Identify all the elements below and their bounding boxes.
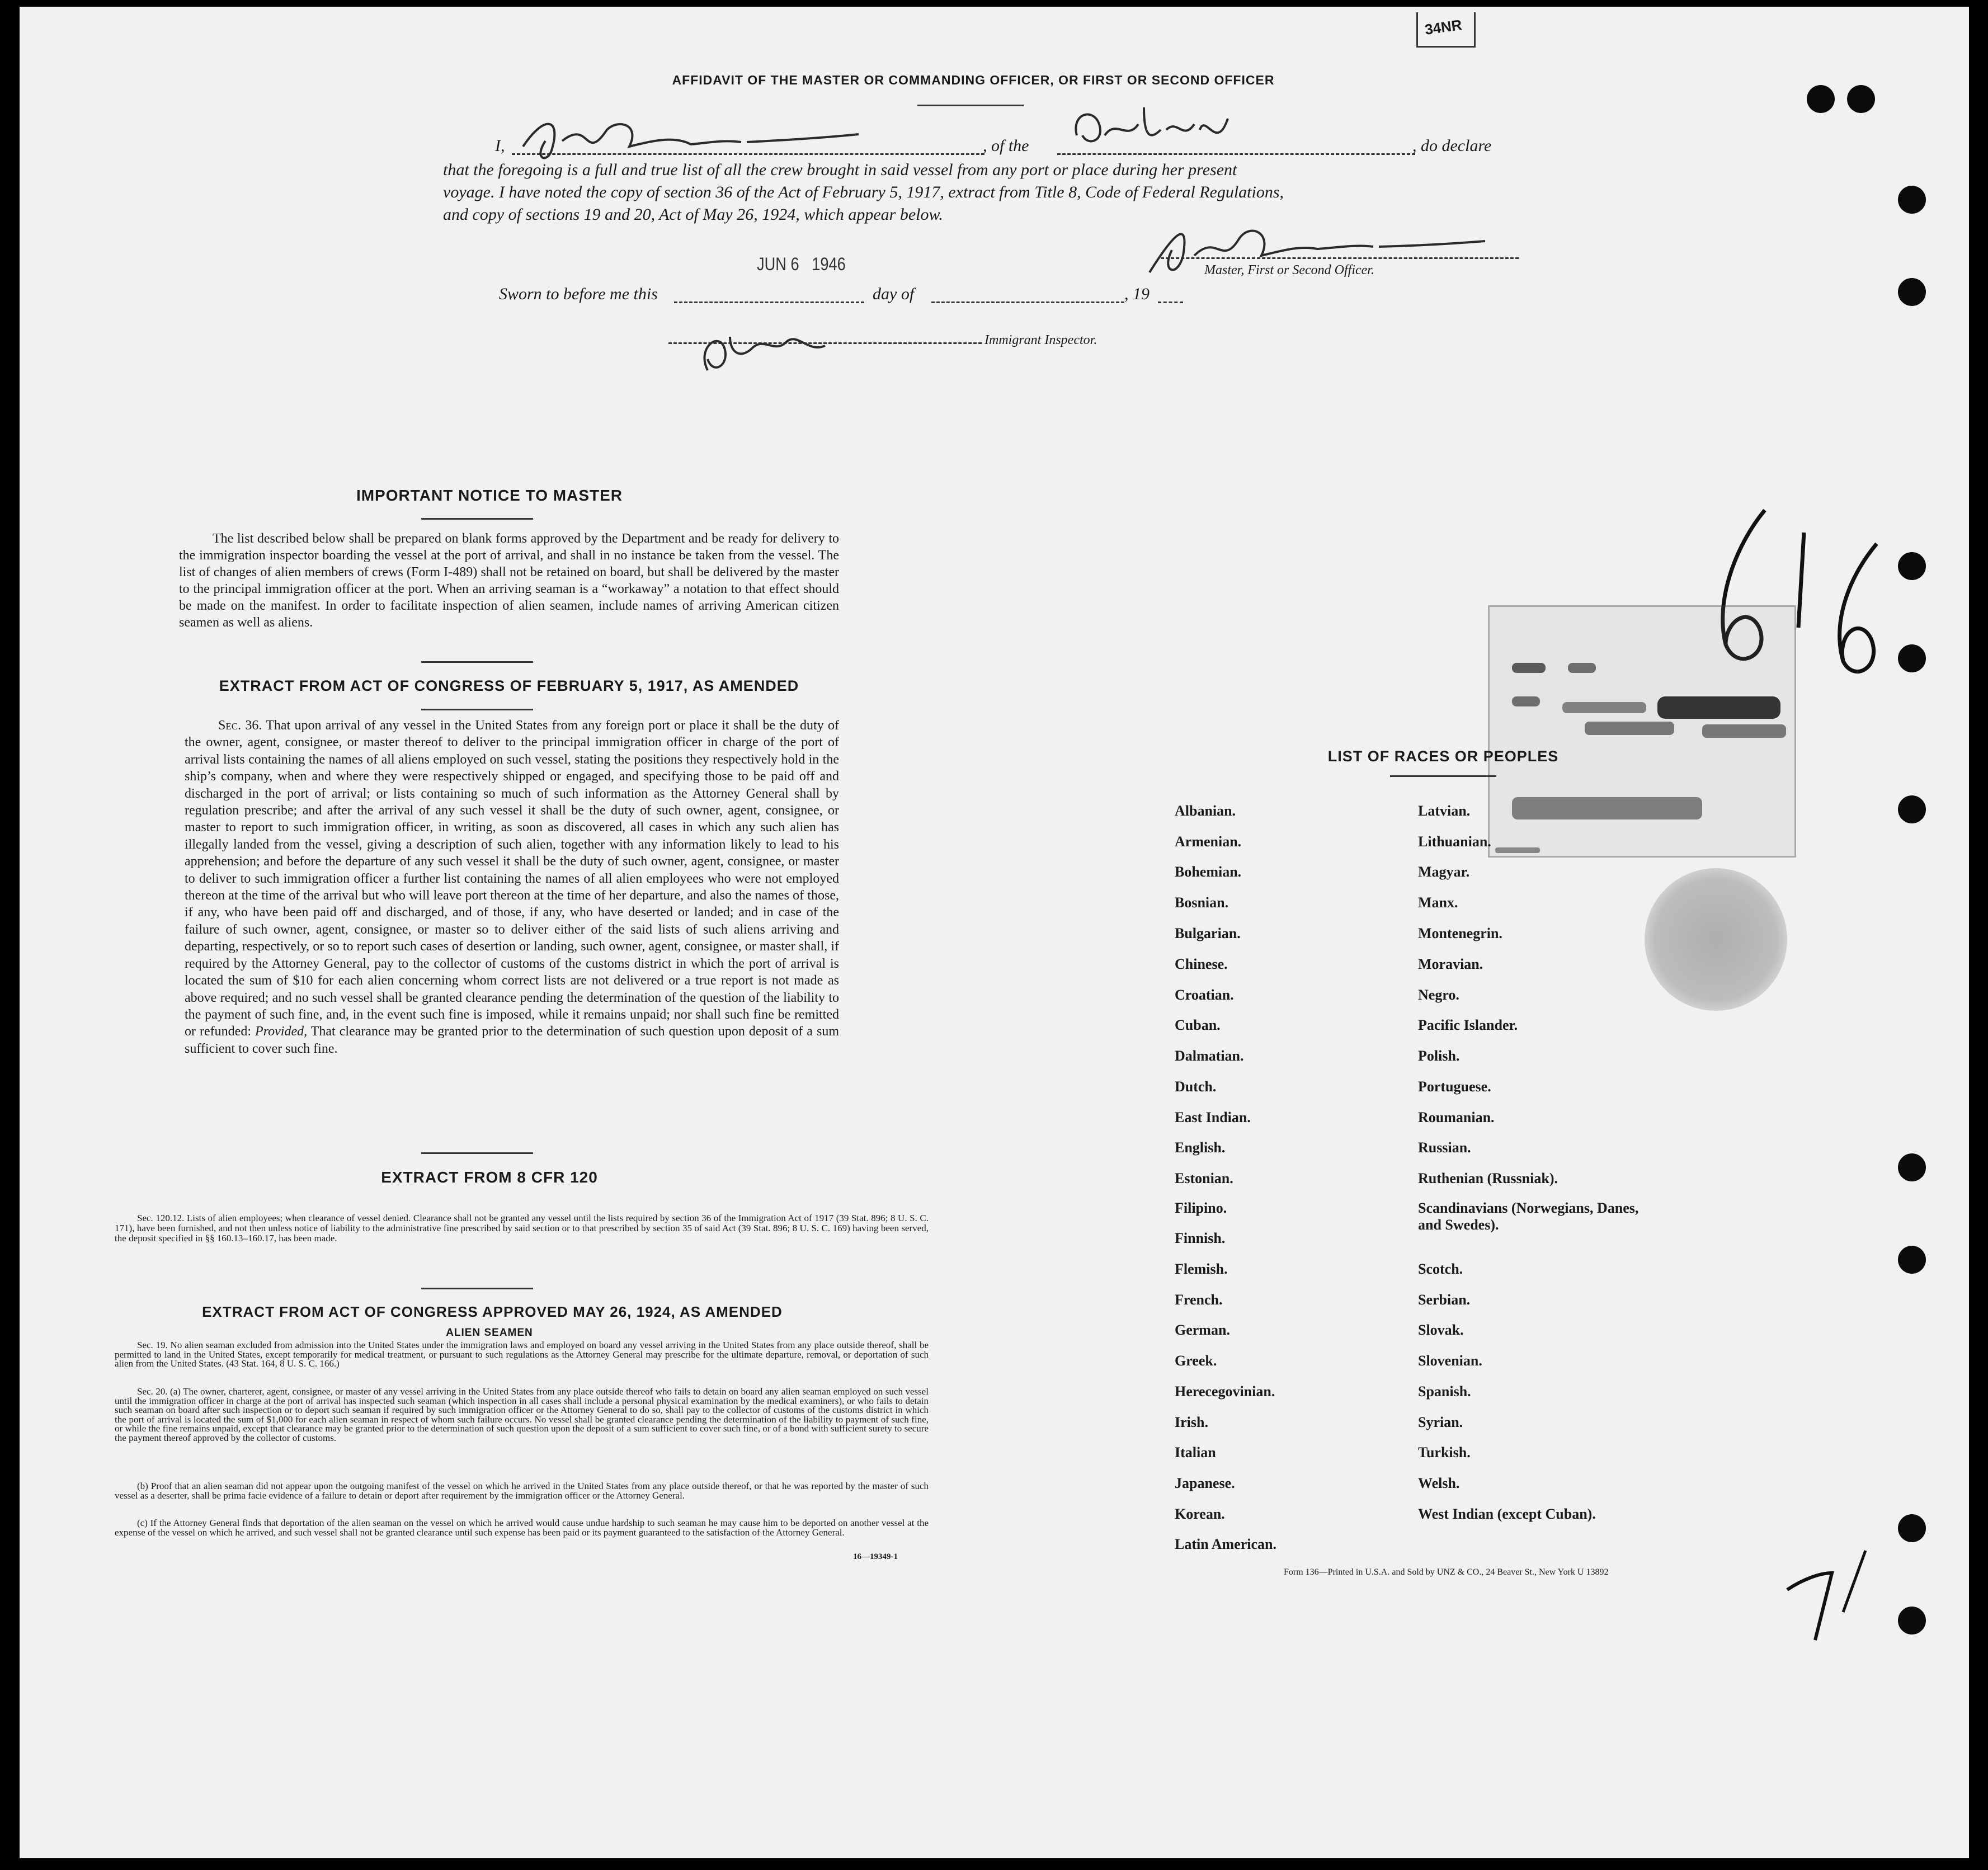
race-item: Turkish. [1418, 1444, 1471, 1461]
race-item: Japanese. [1175, 1475, 1235, 1491]
affidavit-do-declare: , do declare [1412, 136, 1492, 155]
sec20b-text: (b) Proof that an alien seaman did not appear upon the outgoing manifest of the vessel on which he arrived in the United States from any place outside thereof, or that he was reported by the master of such vessel as a deserter, shall be prima facie evidence of a failure to detain or deport after requirement by the immigration officer or the Attorney General. [115, 1481, 929, 1501]
nineteen-text: , 19 [1124, 285, 1150, 303]
signature-master-2-icon [1133, 216, 1491, 284]
binder-hole-icon [1898, 1246, 1926, 1274]
race-item: Estonian. [1175, 1170, 1233, 1186]
race-item: Slovenian. [1418, 1353, 1482, 1369]
check-mark-icon [1782, 1545, 1905, 1651]
race-item: Albanian. [1175, 803, 1236, 819]
race-item: Negro. [1418, 987, 1459, 1003]
race-item: Chinese. [1175, 956, 1228, 972]
stamp-date: JUN 6 1946 [757, 254, 846, 274]
race-item: Moravian. [1418, 956, 1483, 972]
binder-hole-icon [1898, 552, 1926, 580]
race-item: Scotch. [1418, 1261, 1463, 1277]
race-item: Slovak. [1418, 1322, 1464, 1338]
extract-1917-title: EXTRACT FROM ACT OF CONGRESS OF FEBRUARY 5, 1917, AS AMENDED [219, 677, 799, 694]
sec20c-text: (c) If the Attorney General finds that deportation of the alien seaman on the vessel on which he arrived would cause undue hardship to such seaman he may cause him to be deported on another vessel at the expense of the vessel on which he arrived, and such vessel shall not be granted clearance until such expense has been paid or its payment guaranteed to the satisfaction of the Attorney General. [115, 1518, 929, 1538]
races-title: LIST OF RACES OR PEOPLES [1327, 748, 1559, 765]
extract-cfr-title: EXTRACT FROM 8 CFR 120 [381, 1169, 598, 1186]
race-item: French. [1175, 1292, 1223, 1308]
provided-word: Provided, [255, 1024, 308, 1039]
sec36-label: Sec. 36. [218, 718, 262, 733]
race-item: Italian [1175, 1444, 1216, 1461]
day-of-text: day of [873, 285, 915, 303]
race-item: Scandinavians (Norwegians, Danes, and Swedes). [1418, 1200, 1639, 1233]
race-item: Pacific Islander. [1418, 1017, 1518, 1033]
master-label: Master, First or Second Officer. [1204, 263, 1374, 277]
seal-icon [1645, 868, 1787, 1011]
race-item: Bosnian. [1175, 894, 1229, 911]
race-item: Serbian. [1418, 1292, 1471, 1308]
sworn-year-field [1158, 302, 1183, 303]
race-item: Welsh. [1418, 1475, 1460, 1491]
race-item: Spanish. [1418, 1383, 1471, 1400]
sworn-text: Sworn to before me this [499, 285, 658, 303]
divider [421, 1288, 533, 1289]
race-item: East Indian. [1175, 1109, 1251, 1125]
sec20a-text: Sec. 20. (a) The owner, charterer, agent, consignee, or master of any vessel arriving in the United States from any place outside thereof who fails to detain on board any alien seaman employed on such vessel until the immigration officer in charge at the port of arrival has inspected such seaman (which inspection in all cases shall include a personal physical examination by the medical examiners), or who fails to detain such seaman on board after such inspection or to deport such seaman if required by such immigration officer or the Attorney General to do so, shall pay to the collector of customs of the customs district in which the port of arrival is located the sum of $1,000 for each alien seaman in respect of whom such failure occurs. No vessel shall be granted clearance pending the determination of the liability to payment of such fine, or while the fine remains unpaid, except that clearance may be granted prior to the determination of such question upon the deposit of a sum sufficient to cover such fine, or of a bond with sufficient surety to secure the payment thereof approved by the collector of customs. [115, 1386, 929, 1443]
race-item: Magyar. [1418, 864, 1470, 880]
race-item: Lithuanian. [1418, 833, 1491, 850]
signature-vessel-name-icon [1066, 96, 1245, 158]
affidavit-body-1: that the foregoing is a full and true list of all the crew brought in said vessel from any port or place during her present [443, 161, 1237, 179]
affidavit-i: I, [495, 136, 505, 155]
race-item: Armenian. [1175, 833, 1242, 850]
race-item: Ruthenian (Russniak). [1418, 1170, 1558, 1186]
binder-hole-icon [1898, 644, 1926, 672]
race-item: Russian. [1418, 1139, 1471, 1156]
race-item: Cuban. [1175, 1017, 1221, 1033]
signature-inspector-icon [691, 314, 847, 381]
form-code: 16—19349-1 [853, 1552, 898, 1561]
signature-master-icon [512, 107, 870, 169]
binder-hole-icon [1898, 186, 1926, 214]
race-item: English. [1175, 1139, 1226, 1156]
inspector-label: Immigrant Inspector. [984, 333, 1097, 347]
race-item: Dutch. [1175, 1078, 1217, 1095]
sec36-text-end: That clearance may be granted prior to the determination of such question upon deposit of a sum sufficient to cover such fine. [185, 1024, 840, 1056]
divider [421, 709, 533, 710]
extract-cfr-text: Sec. 120.12. Lists of alien employees; when clearance of vessel denied. Clearance shall not be granted any vessel until the lists required by section 36 of the Immigration Act of 1917 (39 Stat. 896; 8 U. S. C. 171), have been furnished, and not then unless notice of liability to the administrative fine prescribed by said section or to that prescribed by section 35 of said Act (39 Stat. 896; 8 U. S. C. 169) having been served, the deposit specified in §§ 160.13–160.17, has been made. [115, 1213, 929, 1243]
affidavit-of-the: , of the [983, 136, 1029, 155]
affidavit-body-3: and copy of sections 19 and 20, Act of May 26, 1924, which appear below. [443, 205, 943, 224]
sworn-month-field [931, 302, 1124, 303]
race-item: Bohemian. [1175, 864, 1242, 880]
notice-text: The list described below shall be prepared on blank forms approved by the Department and be ready for delivery to the immigration inspector boarding the vessel at the port of arrival, and shall in no instance be taken from the vessel. The list of changes of alien members of crews (Form I-489) shall not be retained on board, but shall be delivered by the master to the principal immigration officer at the port. When an arriving seaman is a “workaway” a notation to that effect should be made on the manifest. In order to facilitate inspection of alien seamen, include names of arriving American citizen seamen as well as aliens. [179, 531, 839, 630]
document-page [20, 7, 1969, 1858]
binder-hole-icon [1847, 85, 1875, 113]
affidavit-body-2: voyage. I have noted the copy of section 36 of the Act of February 5, 1917, extract from Title 8, Code of Federal Regulations, [443, 183, 1284, 201]
race-item: West Indian (except Cuban). [1418, 1506, 1596, 1522]
affidavit-title: AFFIDAVIT OF THE MASTER OR COMMANDING OFFICER, OR FIRST OR SECOND OFFICER [672, 73, 1275, 87]
divider [917, 105, 1024, 106]
divider [421, 518, 533, 520]
binder-hole-icon [1898, 278, 1926, 306]
race-item: Polish. [1418, 1048, 1460, 1064]
race-item: Greek. [1175, 1353, 1217, 1369]
race-item: Bulgarian. [1175, 925, 1241, 941]
sec36-text: That upon arrival of any vessel in the United States from any foreign port or place it shall be the duty of the owner, agent, consignee, or master thereof to deliver to the principal immigration officer in charge of the port of arrival lists containing the names of all aliens employed on such vessel, stating the positions they respectively hold in the ship’s company, when and where they were respectively shipped or engaged, and specifying those to be paid off and discharged in the port of arrival; or lists containing so much of such information as the Attorney General shall by regulation prescribe; and after the arrival of any such vessel it shall be the duty of such owner, agent, consignee, or master to report to such immigration officer, in writing, as soon as discovered, all cases in which any such alien has illegally landed from the vessel, giving a description of such alien, together with any information likely to lead to his apprehension; and before the departure of any such vessel it shall be the duty of such owner, agent, consignee, or master to deliver to such immigration officer a further list containing the names of all alien employees who were not employed thereon at the time of the arrival but who will leave port thereon at the time of her departure, and also the names of those, if any, who have been paid off and discharged, and of those, if any, who have deserted or landed; and in case of the failure of such owner, agent, consignee, or master so to deliver either of the said lists of such aliens arriving and departing, respectively, or so to report such cases of desertion or landing, such owner, agent, consignee, or master shall, if required by the Attorney General, pay to the collector of customs of the customs district in which the port of arrival is located the sum of $10 for each alien concerning whom correct lists are not delivered or a true report is not made as above required; and no such vessel shall be granted clearance pending the determination of the question of the liability to the payment of such fine, and, in the event such fine is imposed, while it remains unpaid; nor shall such fine be remitted or refunded: [185, 718, 839, 1039]
extract-1917-text [185, 717, 839, 1057]
sec19-text: Sec. 19. No alien seaman excluded from admission into the United States under the immigration laws and employed on board any vessel arriving in the United States from any place outside thereof, shall be permitted to land in the United States, except temporarily for medical treatment, or pursuant to such regulations as the Attorney General may prescribe for the ultimate departure, removal, or deportation of such alien from the United States. (43 Stat. 164, 8 U. S. C. 166.) [115, 1340, 929, 1369]
race-item: Manx. [1418, 894, 1458, 911]
binder-hole-icon [1807, 85, 1835, 113]
divider [421, 1152, 533, 1154]
race-item: Flemish. [1175, 1261, 1228, 1277]
corner-mark-text: 34NR [1424, 16, 1463, 38]
race-item: Croatian. [1175, 987, 1234, 1003]
race-item: Montenegrin. [1418, 925, 1502, 941]
notice-title: IMPORTANT NOTICE TO MASTER [356, 487, 623, 504]
race-item: Irish. [1175, 1414, 1208, 1430]
race-item: Korean. [1175, 1506, 1225, 1522]
race-item: Roumanian. [1418, 1109, 1495, 1125]
extract-1924-title: EXTRACT FROM ACT OF CONGRESS APPROVED MAY 26, 1924, AS AMENDED [202, 1303, 783, 1320]
binder-hole-icon [1898, 1514, 1926, 1542]
divider [421, 661, 533, 663]
race-item: Syrian. [1418, 1414, 1463, 1430]
race-item: Latin American. [1175, 1536, 1276, 1552]
printer-footer: Form 136—Printed in U.S.A. and Sold by UNZ & CO., 24 Beaver St., New York U 13892 [1284, 1567, 1609, 1577]
race-item: Finnish. [1175, 1230, 1226, 1246]
race-item: Dalmatian. [1175, 1048, 1244, 1064]
race-item: Portuguese. [1418, 1078, 1491, 1095]
race-item: Latvian. [1418, 803, 1471, 819]
binder-hole-icon [1898, 1153, 1926, 1181]
sworn-day-field [674, 302, 864, 303]
race-item: Herecegovinian. [1175, 1383, 1275, 1400]
official-stamp-icon [1488, 605, 1796, 858]
corner-mark [1416, 12, 1476, 48]
alien-seamen-subtitle: ALIEN SEAMEN [446, 1327, 533, 1339]
race-item: Filipino. [1175, 1200, 1227, 1216]
binder-hole-icon [1898, 795, 1926, 823]
race-item: German. [1175, 1322, 1230, 1338]
divider [1390, 775, 1496, 777]
